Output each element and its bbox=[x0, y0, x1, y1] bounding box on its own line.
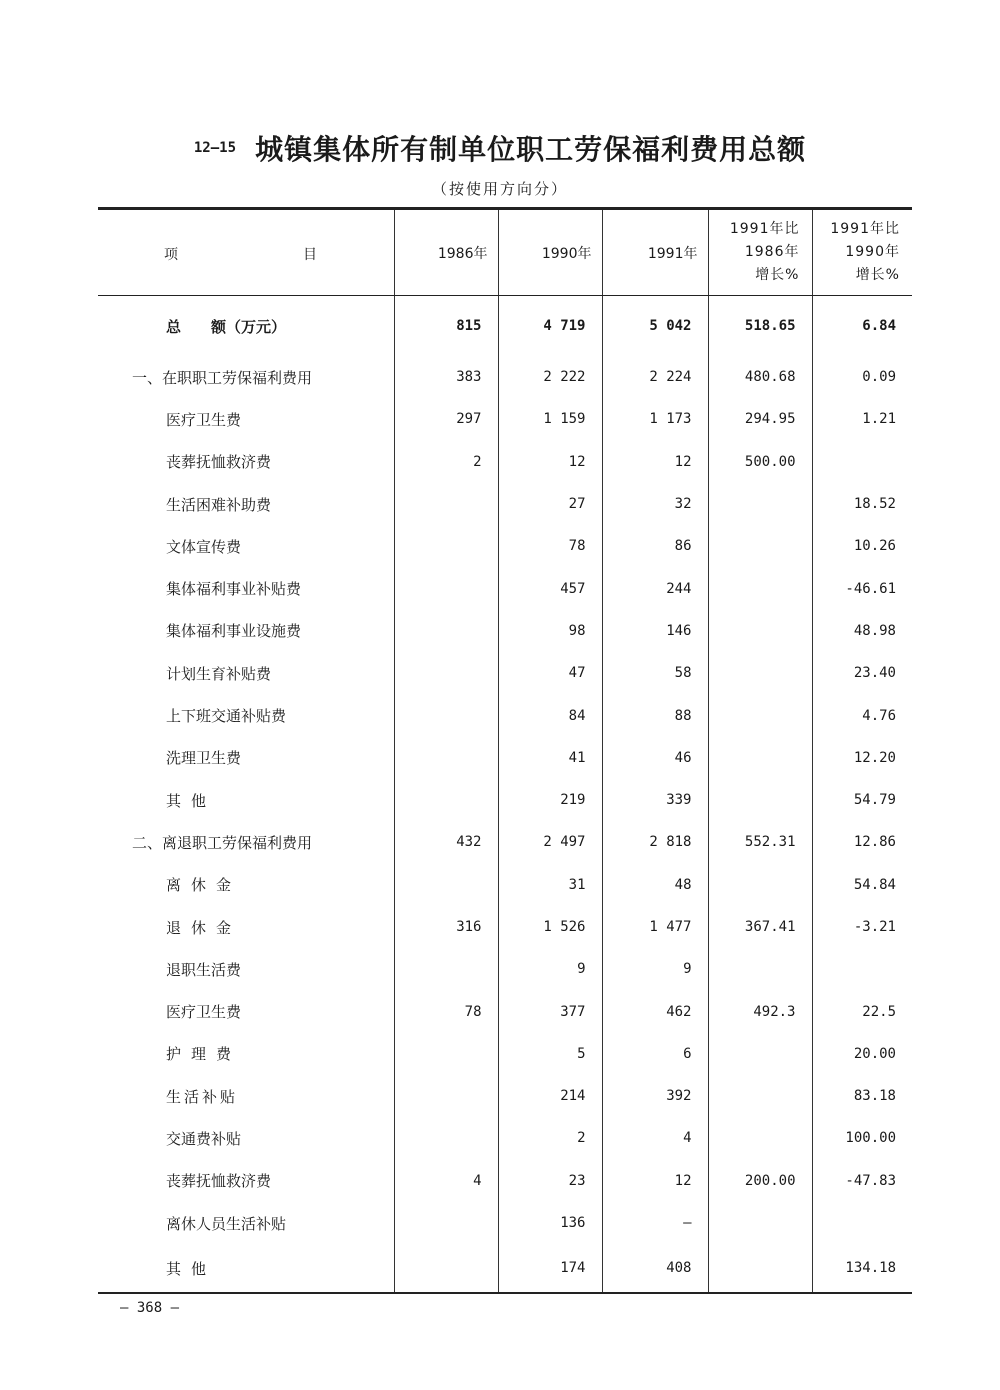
cell-growth-1986 bbox=[708, 1075, 812, 1117]
cell-growth-1986: 294.95 bbox=[708, 398, 812, 440]
cell-1990: 214 bbox=[498, 1075, 602, 1117]
cell-growth-1990: 0.09 bbox=[812, 356, 912, 398]
header-growth-1986-line2: 1986年 bbox=[744, 244, 800, 260]
cell-growth-1990: 22.5 bbox=[812, 990, 912, 1032]
table-row bbox=[98, 356, 912, 398]
cell-1986 bbox=[394, 652, 498, 694]
cell-growth-1990: 18.52 bbox=[812, 483, 912, 525]
cell-1986 bbox=[394, 1244, 498, 1293]
table-row bbox=[98, 1075, 912, 1117]
header-item bbox=[98, 209, 394, 296]
header-row bbox=[98, 209, 912, 296]
row-label: 文体宣传费 bbox=[166, 537, 242, 556]
cell-1986 bbox=[394, 567, 498, 609]
row-label: 上下班交通补贴费 bbox=[166, 707, 287, 726]
cell-1986 bbox=[394, 1075, 498, 1117]
cell-1991: 462 bbox=[602, 990, 708, 1032]
cell-1991: 46 bbox=[602, 737, 708, 779]
cell-growth-1990: 6.84 bbox=[812, 296, 912, 357]
cell-1990: 4 719 bbox=[498, 296, 602, 357]
cell-growth-1990: 100.00 bbox=[812, 1117, 912, 1159]
table-number: 12—15 bbox=[193, 140, 237, 156]
cell-growth-1986 bbox=[708, 1117, 812, 1159]
table-row bbox=[98, 694, 912, 736]
cell-1991: — bbox=[602, 1202, 708, 1244]
row-label: 洗理卫生费 bbox=[166, 749, 242, 768]
cell-growth-1986 bbox=[708, 483, 812, 525]
cell-growth-1986 bbox=[708, 864, 812, 906]
table-row bbox=[98, 821, 912, 863]
cell-1990: 5 bbox=[498, 1033, 602, 1075]
table-row bbox=[98, 864, 912, 906]
cell-1991: 48 bbox=[602, 864, 708, 906]
cell-1991: 392 bbox=[602, 1075, 708, 1117]
row-label: 离休人员生活补贴 bbox=[166, 1214, 287, 1233]
cell-1991: 12 bbox=[602, 1160, 708, 1202]
cell-1986: 432 bbox=[394, 821, 498, 863]
cell-1986 bbox=[394, 1117, 498, 1159]
cell-1991: 4 bbox=[602, 1117, 708, 1159]
page-number: — 368 — bbox=[120, 1300, 180, 1316]
cell-growth-1990: 12.20 bbox=[812, 737, 912, 779]
row-label: 医疗卫生费 bbox=[166, 410, 242, 429]
table-row bbox=[98, 948, 912, 990]
cell-1991: 12 bbox=[602, 441, 708, 483]
header-growth-vs-1986 bbox=[708, 209, 812, 296]
cell-1990: 2 497 bbox=[498, 821, 602, 863]
cell-1991: 5 042 bbox=[602, 296, 708, 357]
header-item-part2: 目 bbox=[303, 247, 317, 263]
row-label: 退职生活费 bbox=[166, 960, 242, 979]
cell-growth-1990: 20.00 bbox=[812, 1033, 912, 1075]
header-1986: 1986年 bbox=[394, 209, 498, 296]
cell-growth-1990: 134.18 bbox=[812, 1244, 912, 1293]
cell-1991: 2 224 bbox=[602, 356, 708, 398]
cell-1986 bbox=[394, 779, 498, 821]
cell-growth-1990: 83.18 bbox=[812, 1075, 912, 1117]
cell-1990: 377 bbox=[498, 990, 602, 1032]
cell-1990: 31 bbox=[498, 864, 602, 906]
cell-growth-1986: 492.3 bbox=[708, 990, 812, 1032]
row-label: 交通费补贴 bbox=[166, 1129, 242, 1148]
header-growth-1986-line3: 增长% bbox=[755, 267, 800, 283]
table-row bbox=[98, 990, 912, 1032]
cell-growth-1986 bbox=[708, 652, 812, 694]
cell-growth-1990: 10.26 bbox=[812, 525, 912, 567]
cell-1990: 41 bbox=[498, 737, 602, 779]
header-1990: 1990年 bbox=[498, 209, 602, 296]
cell-1986: 815 bbox=[394, 296, 498, 357]
cell-1986: 383 bbox=[394, 356, 498, 398]
header-growth-1986-line1: 1991年比 bbox=[729, 221, 800, 237]
cell-1991: 1 477 bbox=[602, 906, 708, 948]
cell-1986 bbox=[394, 1033, 498, 1075]
cell-growth-1990: -3.21 bbox=[812, 906, 912, 948]
cell-1986 bbox=[394, 864, 498, 906]
cell-growth-1990 bbox=[812, 1202, 912, 1244]
cell-1986: 316 bbox=[394, 906, 498, 948]
cell-growth-1990: 1.21 bbox=[812, 398, 912, 440]
header-1991: 1991年 bbox=[602, 209, 708, 296]
table-row bbox=[98, 1244, 912, 1293]
header-growth-vs-1990 bbox=[812, 209, 912, 296]
cell-1991: 58 bbox=[602, 652, 708, 694]
cell-1990: 2 222 bbox=[498, 356, 602, 398]
cell-growth-1990 bbox=[812, 948, 912, 990]
table-row bbox=[98, 652, 912, 694]
row-label: 其他 bbox=[98, 1244, 394, 1293]
cell-1986 bbox=[394, 610, 498, 652]
cell-growth-1990: 12.86 bbox=[812, 821, 912, 863]
header-growth-1990-line1: 1991年比 bbox=[830, 221, 900, 237]
cell-1990: 27 bbox=[498, 483, 602, 525]
cell-1991: 408 bbox=[602, 1244, 708, 1293]
cell-1990: 1 159 bbox=[498, 398, 602, 440]
cell-1986 bbox=[394, 694, 498, 736]
cell-1986 bbox=[394, 525, 498, 567]
table-row bbox=[98, 483, 912, 525]
cell-growth-1990: 4.76 bbox=[812, 694, 912, 736]
title-text: 城镇集体所有制单位职工劳保福利费用总额 bbox=[255, 133, 807, 166]
table-row bbox=[98, 1202, 912, 1244]
cell-growth-1986: 552.31 bbox=[708, 821, 812, 863]
table-row bbox=[98, 906, 912, 948]
cell-1991: 2 818 bbox=[602, 821, 708, 863]
cell-1990: 78 bbox=[498, 525, 602, 567]
cell-growth-1986: 367.41 bbox=[708, 906, 812, 948]
cell-growth-1986: 480.68 bbox=[708, 356, 812, 398]
cell-1991: 339 bbox=[602, 779, 708, 821]
cell-1991: 146 bbox=[602, 610, 708, 652]
cell-growth-1986 bbox=[708, 737, 812, 779]
cell-1986 bbox=[394, 483, 498, 525]
cell-growth-1986 bbox=[708, 694, 812, 736]
row-label: 一、在职职工劳保福利费用 bbox=[132, 368, 313, 387]
cell-1991: 86 bbox=[602, 525, 708, 567]
table-row bbox=[98, 398, 912, 440]
cell-1986: 297 bbox=[394, 398, 498, 440]
table-row bbox=[98, 441, 912, 483]
row-label: 生活补贴 bbox=[166, 1087, 239, 1106]
header-item-part1: 项 bbox=[164, 247, 178, 263]
table-row bbox=[98, 1117, 912, 1159]
cell-growth-1986 bbox=[708, 1244, 812, 1293]
cell-1990: 2 bbox=[498, 1117, 602, 1159]
table-row bbox=[98, 567, 912, 609]
row-label: 其他 bbox=[166, 791, 217, 810]
cell-1991: 1 173 bbox=[602, 398, 708, 440]
cell-growth-1986 bbox=[708, 567, 812, 609]
cell-1991: 6 bbox=[602, 1033, 708, 1075]
cell-1990: 23 bbox=[498, 1160, 602, 1202]
row-label: 二、离退职工劳保福利费用 bbox=[132, 833, 313, 852]
row-label: 护理费 bbox=[166, 1045, 242, 1064]
row-label: 丧葬抚恤救济费 bbox=[166, 453, 272, 472]
cell-growth-1986 bbox=[708, 1202, 812, 1244]
cell-growth-1986: 518.65 bbox=[708, 296, 812, 357]
cell-1986 bbox=[394, 737, 498, 779]
cell-growth-1990: 48.98 bbox=[812, 610, 912, 652]
cell-1991: 32 bbox=[602, 483, 708, 525]
table-row bbox=[98, 1160, 912, 1202]
row-label: 退休金 bbox=[166, 918, 242, 937]
row-label: 医疗卫生费 bbox=[166, 1003, 242, 1022]
cell-1990: 219 bbox=[498, 779, 602, 821]
cell-growth-1986 bbox=[708, 1033, 812, 1075]
table-row-total bbox=[98, 296, 912, 357]
cell-growth-1990: 23.40 bbox=[812, 652, 912, 694]
cell-growth-1990: -46.61 bbox=[812, 567, 912, 609]
cell-1991: 88 bbox=[602, 694, 708, 736]
cell-growth-1990: 54.84 bbox=[812, 864, 912, 906]
cell-1986: 78 bbox=[394, 990, 498, 1032]
cell-growth-1986 bbox=[708, 948, 812, 990]
header-growth-1990-line3: 增长% bbox=[855, 267, 900, 283]
cell-1990: 457 bbox=[498, 567, 602, 609]
cell-growth-1990: 54.79 bbox=[812, 779, 912, 821]
row-label: 总 额（万元） bbox=[166, 317, 287, 336]
cell-1990: 1 526 bbox=[498, 906, 602, 948]
table-row bbox=[98, 779, 912, 821]
cell-1990: 98 bbox=[498, 610, 602, 652]
table-title bbox=[0, 128, 1000, 168]
cell-1990: 12 bbox=[498, 441, 602, 483]
row-label: 计划生育补贴费 bbox=[166, 664, 272, 683]
row-label: 集体福利事业补贴费 bbox=[166, 580, 302, 599]
cell-growth-1986 bbox=[708, 779, 812, 821]
row-label: 生活困难补助费 bbox=[166, 495, 272, 514]
cell-1986 bbox=[394, 1202, 498, 1244]
cell-growth-1990 bbox=[812, 441, 912, 483]
cell-growth-1986: 200.00 bbox=[708, 1160, 812, 1202]
table-row bbox=[98, 610, 912, 652]
cell-1986: 4 bbox=[394, 1160, 498, 1202]
cell-1986 bbox=[394, 948, 498, 990]
cell-growth-1986: 500.00 bbox=[708, 441, 812, 483]
table-row bbox=[98, 525, 912, 567]
table-row bbox=[98, 1033, 912, 1075]
cell-1990: 9 bbox=[498, 948, 602, 990]
cell-growth-1986 bbox=[708, 610, 812, 652]
cell-1990: 47 bbox=[498, 652, 602, 694]
cell-1990: 84 bbox=[498, 694, 602, 736]
row-label: 离休金 bbox=[166, 876, 242, 895]
cell-1990: 174 bbox=[498, 1244, 602, 1293]
row-label: 集体福利事业设施费 bbox=[166, 622, 302, 641]
cell-1990: 136 bbox=[498, 1202, 602, 1244]
cell-growth-1986 bbox=[708, 525, 812, 567]
table-row bbox=[98, 737, 912, 779]
subtitle: （按使用方向分） bbox=[431, 180, 568, 198]
header-growth-1990-line2: 1990年 bbox=[845, 244, 900, 260]
statistics-table bbox=[98, 207, 912, 1294]
cell-growth-1990: -47.83 bbox=[812, 1160, 912, 1202]
cell-1991: 244 bbox=[602, 567, 708, 609]
cell-1991: 9 bbox=[602, 948, 708, 990]
cell-1986: 2 bbox=[394, 441, 498, 483]
row-label: 丧葬抚恤救济费 bbox=[166, 1172, 272, 1191]
